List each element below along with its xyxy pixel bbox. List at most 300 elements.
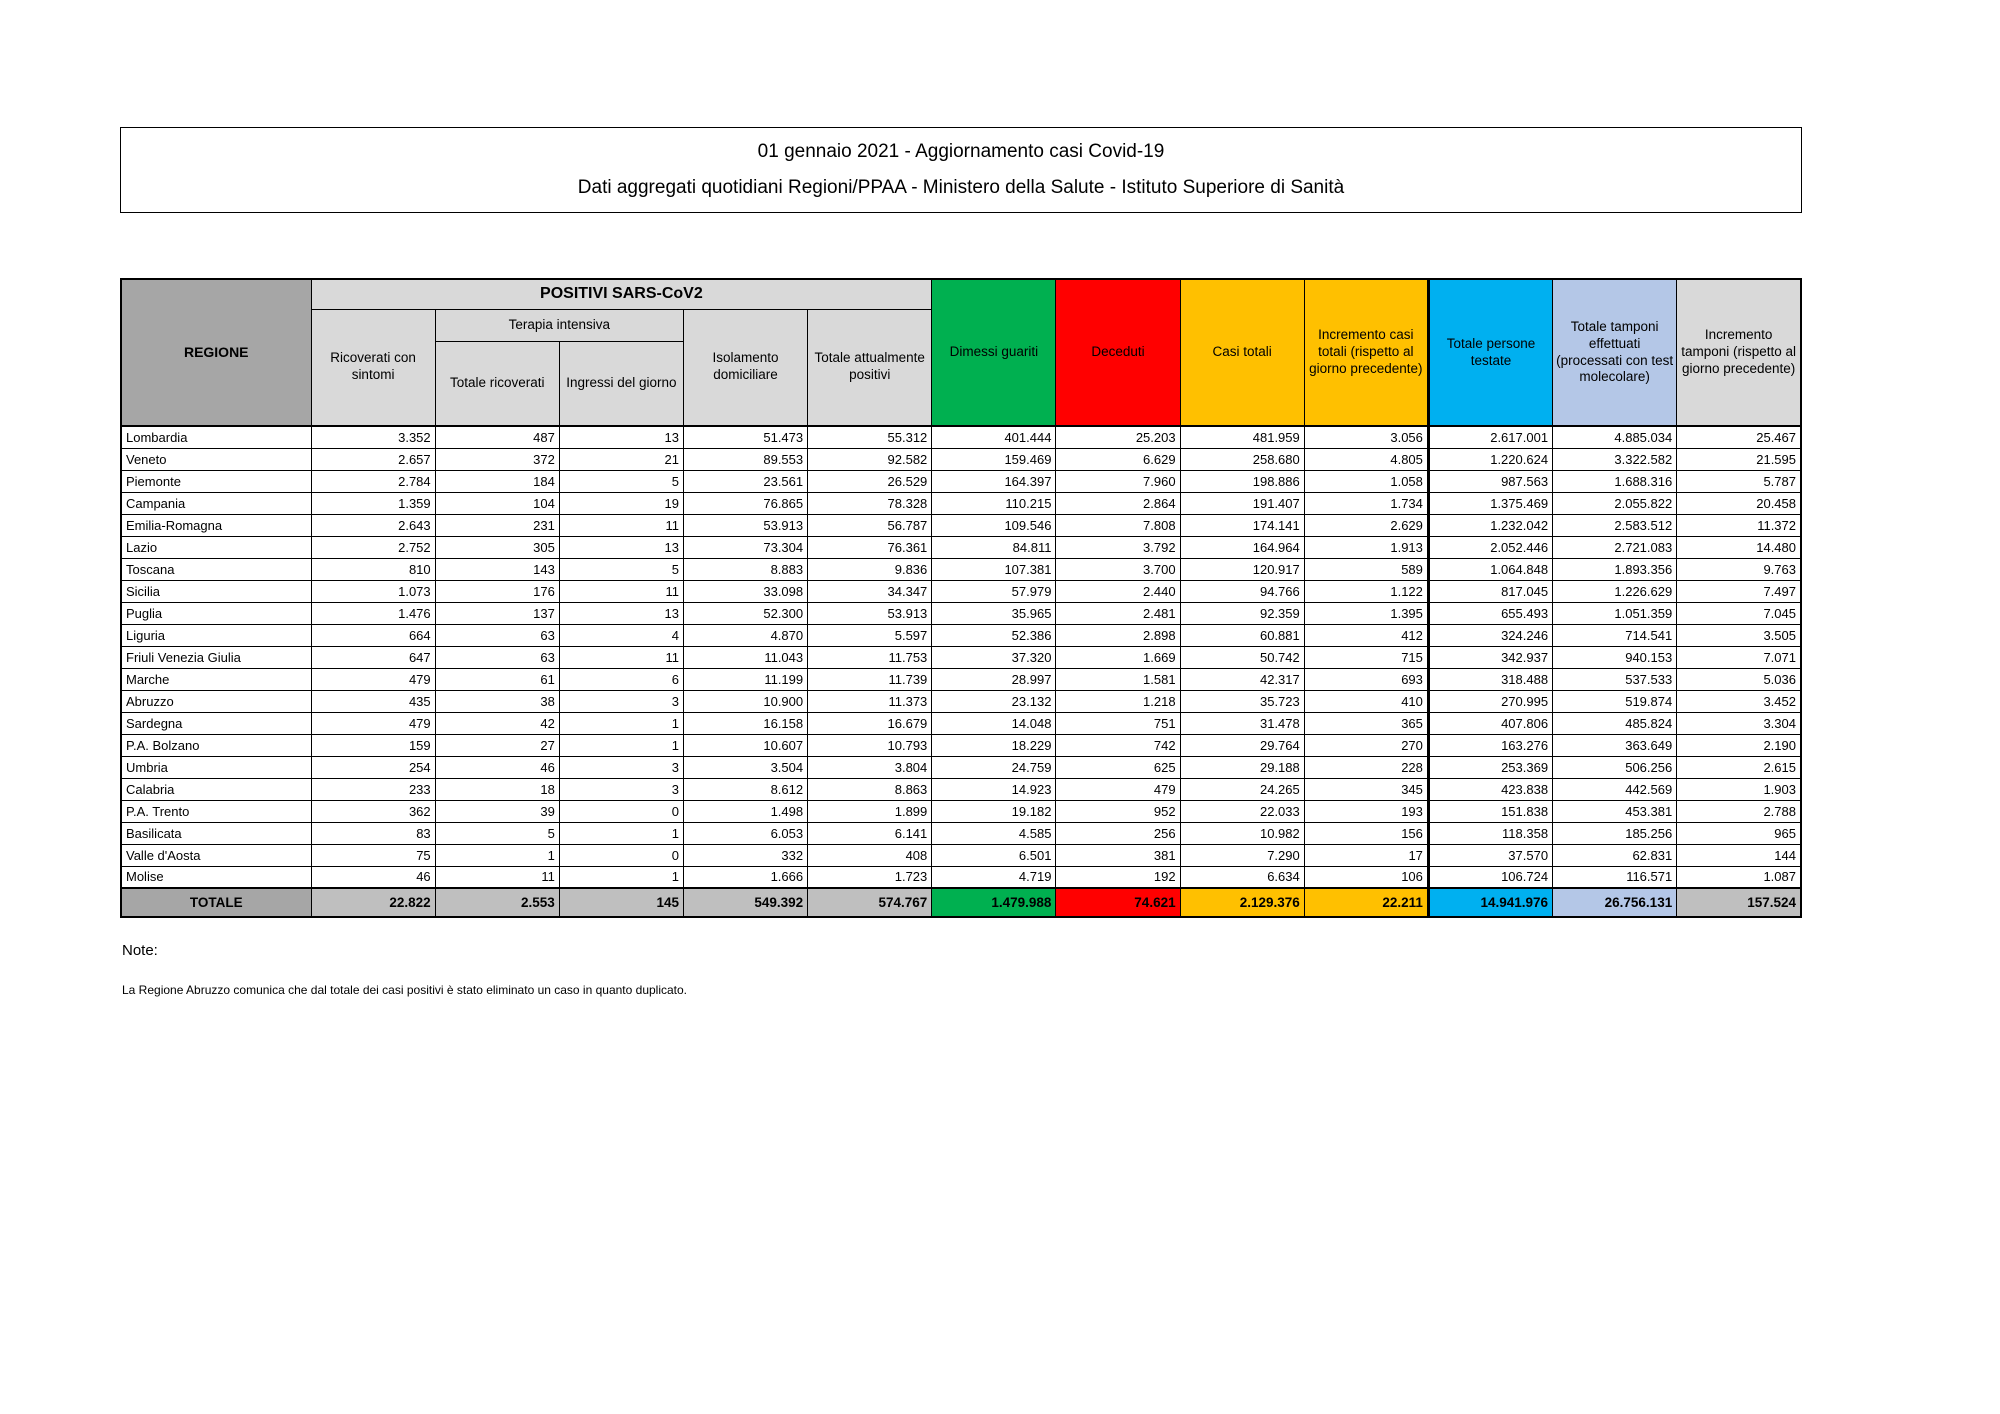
value-cell: 487 [435,426,559,448]
value-cell: 270 [1304,734,1428,756]
value-cell: 479 [1056,778,1180,800]
total-value-cell: 22.822 [311,888,435,917]
value-cell: 485.824 [1553,712,1677,734]
table-row [121,712,1801,734]
value-cell: 1.226.629 [1553,580,1677,602]
value-cell: 2.583.512 [1553,514,1677,536]
column-header-ricoverati-con-sintomi: Ricoverati con sintomi [311,309,435,426]
value-cell: 817.045 [1428,580,1552,602]
value-cell: 1.893.356 [1553,558,1677,580]
value-cell: 11.372 [1677,514,1801,536]
value-cell: 89.553 [683,448,807,470]
value-cell: 6.634 [1180,866,1304,888]
value-cell: 73.304 [683,536,807,558]
value-cell: 11.753 [808,646,932,668]
column-header-regione: REGIONE [121,279,311,426]
notes-title: Note: [122,942,158,959]
region-name: Toscana [121,558,311,580]
value-cell: 7.497 [1677,580,1801,602]
value-cell: 2.788 [1677,800,1801,822]
value-cell: 6.053 [683,822,807,844]
value-cell: 3 [559,778,683,800]
value-cell: 7.960 [1056,470,1180,492]
value-cell: 647 [311,646,435,668]
value-cell: 11.043 [683,646,807,668]
value-cell: 2.721.083 [1553,536,1677,558]
value-cell: 21.595 [1677,448,1801,470]
value-cell: 11.739 [808,668,932,690]
table-row [121,800,1801,822]
value-cell: 3.505 [1677,624,1801,646]
value-cell: 1.220.624 [1428,448,1552,470]
value-cell: 9.763 [1677,558,1801,580]
value-cell: 164.397 [932,470,1056,492]
value-cell: 481.959 [1180,426,1304,448]
value-cell: 7.808 [1056,514,1180,536]
value-cell: 537.533 [1553,668,1677,690]
value-cell: 1 [559,822,683,844]
value-cell: 19 [559,492,683,514]
value-cell: 318.488 [1428,668,1552,690]
value-cell: 11.199 [683,668,807,690]
value-cell: 233 [311,778,435,800]
value-cell: 8.883 [683,558,807,580]
value-cell: 33.098 [683,580,807,602]
value-cell: 16.158 [683,712,807,734]
value-cell: 75 [311,844,435,866]
value-cell: 479 [311,712,435,734]
total-value-cell: 2.129.376 [1180,888,1304,917]
value-cell: 1.913 [1304,536,1428,558]
total-value-cell: 145 [559,888,683,917]
region-name: Friuli Venezia Giulia [121,646,311,668]
table-row [121,580,1801,602]
value-cell: 55.312 [808,426,932,448]
value-cell: 5 [435,822,559,844]
value-cell: 3.452 [1677,690,1801,712]
value-cell: 3.056 [1304,426,1428,448]
region-name: Basilicata [121,822,311,844]
report-title: 01 gennaio 2021 - Aggiornamento casi Covid-19 [757,141,1165,163]
value-cell: 164.964 [1180,536,1304,558]
table-footer [121,888,1801,917]
value-cell: 106 [1304,866,1428,888]
value-cell: 13 [559,426,683,448]
group-header-terapia-intensiva: Terapia intensiva [435,309,683,341]
value-cell: 193 [1304,800,1428,822]
column-header-totale-tamponi: Totale tamponi effettuati (processati con test molecolare) [1553,279,1677,426]
value-cell: 5 [559,558,683,580]
value-cell: 1.122 [1304,580,1428,602]
value-cell: 1.476 [311,602,435,624]
value-cell: 13 [559,536,683,558]
value-cell: 1.087 [1677,866,1801,888]
table-row [121,844,1801,866]
region-name: Emilia-Romagna [121,514,311,536]
value-cell: 38 [435,690,559,712]
value-cell: 0 [559,844,683,866]
value-cell: 1.073 [311,580,435,602]
value-cell: 1.669 [1056,646,1180,668]
value-cell: 92.582 [808,448,932,470]
value-cell: 1.734 [1304,492,1428,514]
table-row [121,866,1801,888]
value-cell: 174.141 [1180,514,1304,536]
value-cell: 3.700 [1056,558,1180,580]
region-name: Calabria [121,778,311,800]
value-cell: 5 [559,470,683,492]
table-body [121,426,1801,888]
value-cell: 2.752 [311,536,435,558]
value-cell: 2.615 [1677,756,1801,778]
value-cell: 24.265 [1180,778,1304,800]
value-cell: 11 [559,646,683,668]
covid-data-table [120,278,1802,918]
value-cell: 198.886 [1180,470,1304,492]
value-cell: 3 [559,756,683,778]
value-cell: 256 [1056,822,1180,844]
value-cell: 1.723 [808,866,932,888]
total-value-cell: 26.756.131 [1553,888,1677,917]
value-cell: 92.359 [1180,602,1304,624]
value-cell: 1.064.848 [1428,558,1552,580]
value-cell: 2.440 [1056,580,1180,602]
value-cell: 52.386 [932,624,1056,646]
value-cell: 2.657 [311,448,435,470]
value-cell: 3.792 [1056,536,1180,558]
value-cell: 143 [435,558,559,580]
value-cell: 118.358 [1428,822,1552,844]
value-cell: 965 [1677,822,1801,844]
value-cell: 18 [435,778,559,800]
value-cell: 410 [1304,690,1428,712]
value-cell: 5.036 [1677,668,1801,690]
value-cell: 4.719 [932,866,1056,888]
column-header-totale-ricoverati: Totale ricoverati [435,341,559,426]
value-cell: 42.317 [1180,668,1304,690]
value-cell: 20.458 [1677,492,1801,514]
value-cell: 29.764 [1180,734,1304,756]
value-cell: 107.381 [932,558,1056,580]
region-name: Marche [121,668,311,690]
value-cell: 987.563 [1428,470,1552,492]
value-cell: 13 [559,602,683,624]
value-cell: 715 [1304,646,1428,668]
title-box [120,127,1802,213]
value-cell: 76.865 [683,492,807,514]
value-cell: 37.320 [932,646,1056,668]
value-cell: 365 [1304,712,1428,734]
value-cell: 1.903 [1677,778,1801,800]
value-cell: 305 [435,536,559,558]
value-cell: 63 [435,624,559,646]
value-cell: 2.055.822 [1553,492,1677,514]
table-row [121,734,1801,756]
value-cell: 1.899 [808,800,932,822]
total-value-cell: 1.479.988 [932,888,1056,917]
value-cell: 372 [435,448,559,470]
value-cell: 56.787 [808,514,932,536]
value-cell: 362 [311,800,435,822]
value-cell: 2.052.446 [1428,536,1552,558]
table-row [121,668,1801,690]
table-row [121,536,1801,558]
value-cell: 3.504 [683,756,807,778]
value-cell: 1.218 [1056,690,1180,712]
column-header-totale-attualmente-positivi: Totale attualmente positivi [808,309,932,426]
value-cell: 14.048 [932,712,1056,734]
value-cell: 1.058 [1304,470,1428,492]
value-cell: 1.232.042 [1428,514,1552,536]
table-row [121,690,1801,712]
table-row [121,470,1801,492]
notes-body: La Regione Abruzzo comunica che dal totale dei casi positivi è stato eliminato un caso in quanto duplicato. [122,983,688,997]
value-cell: 116.571 [1553,866,1677,888]
region-name: Molise [121,866,311,888]
value-cell: 2.898 [1056,624,1180,646]
value-cell: 50.742 [1180,646,1304,668]
value-cell: 2.190 [1677,734,1801,756]
value-cell: 23.561 [683,470,807,492]
column-header-totale-persone-testate: Totale persone testate [1428,279,1552,426]
value-cell: 519.874 [1553,690,1677,712]
region-name: P.A. Bolzano [121,734,311,756]
notes-section [122,942,687,997]
value-cell: 412 [1304,624,1428,646]
value-cell: 10.793 [808,734,932,756]
value-cell: 2.864 [1056,492,1180,514]
table-row [121,514,1801,536]
value-cell: 589 [1304,558,1428,580]
value-cell: 363.649 [1553,734,1677,756]
value-cell: 191.407 [1180,492,1304,514]
value-cell: 35.965 [932,602,1056,624]
value-cell: 4 [559,624,683,646]
value-cell: 22.033 [1180,800,1304,822]
total-value-cell: 2.553 [435,888,559,917]
value-cell: 137 [435,602,559,624]
value-cell: 952 [1056,800,1180,822]
value-cell: 23.132 [932,690,1056,712]
value-cell: 11 [435,866,559,888]
column-header-casi-totali: Casi totali [1180,279,1304,426]
table-row [121,558,1801,580]
value-cell: 24.759 [932,756,1056,778]
column-header-ingressi-del-giorno: Ingressi del giorno [559,341,683,426]
value-cell: 62.831 [1553,844,1677,866]
value-cell: 94.766 [1180,580,1304,602]
value-cell: 6.501 [932,844,1056,866]
value-cell: 11.373 [808,690,932,712]
value-cell: 10.982 [1180,822,1304,844]
value-cell: 3.304 [1677,712,1801,734]
value-cell: 332 [683,844,807,866]
report-subtitle: Dati aggregati quotidiani Regioni/PPAA - Ministero della Salute - Istituto Superiore di Sanità [577,176,1345,198]
total-value-cell: 574.767 [808,888,932,917]
value-cell: 324.246 [1428,624,1552,646]
column-header-incremento-casi-totali: Incremento casi totali (rispetto al giorno precedente) [1304,279,1428,426]
value-cell: 940.153 [1553,646,1677,668]
value-cell: 4.885.034 [1553,426,1677,448]
value-cell: 342.937 [1428,646,1552,668]
table-row [121,624,1801,646]
value-cell: 8.612 [683,778,807,800]
table-row [121,778,1801,800]
value-cell: 5.787 [1677,470,1801,492]
value-cell: 254 [311,756,435,778]
value-cell: 1.666 [683,866,807,888]
value-cell: 53.913 [808,602,932,624]
value-cell: 345 [1304,778,1428,800]
value-cell: 106.724 [1428,866,1552,888]
value-cell: 35.723 [1180,690,1304,712]
value-cell: 176 [435,580,559,602]
region-name: P.A. Trento [121,800,311,822]
value-cell: 34.347 [808,580,932,602]
value-cell: 408 [808,844,932,866]
region-name: Lombardia [121,426,311,448]
value-cell: 144 [1677,844,1801,866]
value-cell: 7.071 [1677,646,1801,668]
value-cell: 8.863 [808,778,932,800]
value-cell: 2.784 [311,470,435,492]
value-cell: 185.256 [1553,822,1677,844]
table-row [121,822,1801,844]
region-name: Lazio [121,536,311,558]
value-cell: 1.375.469 [1428,492,1552,514]
value-cell: 381 [1056,844,1180,866]
value-cell: 159 [311,734,435,756]
value-cell: 4.805 [1304,448,1428,470]
value-cell: 4.585 [932,822,1056,844]
value-cell: 751 [1056,712,1180,734]
region-name: Valle d'Aosta [121,844,311,866]
value-cell: 163.276 [1428,734,1552,756]
value-cell: 37.570 [1428,844,1552,866]
value-cell: 26.529 [808,470,932,492]
value-cell: 401.444 [932,426,1056,448]
value-cell: 423.838 [1428,778,1552,800]
value-cell: 46 [435,756,559,778]
total-value-cell: 22.211 [1304,888,1428,917]
value-cell: 2.617.001 [1428,426,1552,448]
value-cell: 3.352 [311,426,435,448]
table-row [121,602,1801,624]
value-cell: 228 [1304,756,1428,778]
value-cell: 2.629 [1304,514,1428,536]
value-cell: 10.607 [683,734,807,756]
value-cell: 407.806 [1428,712,1552,734]
value-cell: 52.300 [683,602,807,624]
value-cell: 156 [1304,822,1428,844]
value-cell: 21 [559,448,683,470]
value-cell: 17 [1304,844,1428,866]
value-cell: 11 [559,514,683,536]
total-value-cell: 549.392 [683,888,807,917]
region-name: Piemonte [121,470,311,492]
total-value-cell: 14.941.976 [1428,888,1552,917]
table-row [121,426,1801,448]
column-header-incremento-tamponi: Incremento tamponi (rispetto al giorno precedente) [1677,279,1801,426]
value-cell: 1 [435,844,559,866]
value-cell: 28.997 [932,668,1056,690]
group-header-positivi-sars-cov2: POSITIVI SARS-CoV2 [311,279,932,309]
total-row [121,888,1801,917]
value-cell: 10.900 [683,690,807,712]
value-cell: 4.870 [683,624,807,646]
table-row [121,448,1801,470]
value-cell: 506.256 [1553,756,1677,778]
total-value-cell: 157.524 [1677,888,1801,917]
value-cell: 110.215 [932,492,1056,514]
value-cell: 479 [311,668,435,690]
value-cell: 1.688.316 [1553,470,1677,492]
table-row [121,492,1801,514]
value-cell: 46 [311,866,435,888]
value-cell: 159.469 [932,448,1056,470]
value-cell: 151.838 [1428,800,1552,822]
value-cell: 5.597 [808,624,932,646]
value-cell: 625 [1056,756,1180,778]
table-row [121,756,1801,778]
value-cell: 442.569 [1553,778,1677,800]
value-cell: 270.995 [1428,690,1552,712]
column-header-dimessi-guariti: Dimessi guariti [932,279,1056,426]
total-value-cell: 74.621 [1056,888,1180,917]
value-cell: 63 [435,646,559,668]
value-cell: 3 [559,690,683,712]
value-cell: 258.680 [1180,448,1304,470]
value-cell: 31.478 [1180,712,1304,734]
value-cell: 120.917 [1180,558,1304,580]
value-cell: 1.581 [1056,668,1180,690]
value-cell: 1.395 [1304,602,1428,624]
value-cell: 14.923 [932,778,1056,800]
value-cell: 84.811 [932,536,1056,558]
value-cell: 1.051.359 [1553,602,1677,624]
value-cell: 83 [311,822,435,844]
value-cell: 25.203 [1056,426,1180,448]
region-name: Puglia [121,602,311,624]
value-cell: 742 [1056,734,1180,756]
value-cell: 2.643 [311,514,435,536]
value-cell: 810 [311,558,435,580]
value-cell: 78.328 [808,492,932,514]
value-cell: 664 [311,624,435,646]
value-cell: 3.804 [808,756,932,778]
value-cell: 253.369 [1428,756,1552,778]
value-cell: 6.141 [808,822,932,844]
value-cell: 3.322.582 [1553,448,1677,470]
value-cell: 14.480 [1677,536,1801,558]
value-cell: 19.182 [932,800,1056,822]
table-row [121,646,1801,668]
value-cell: 1 [559,712,683,734]
value-cell: 51.473 [683,426,807,448]
value-cell: 6 [559,668,683,690]
value-cell: 42 [435,712,559,734]
value-cell: 60.881 [1180,624,1304,646]
value-cell: 25.467 [1677,426,1801,448]
value-cell: 29.188 [1180,756,1304,778]
value-cell: 453.381 [1553,800,1677,822]
region-name: Sicilia [121,580,311,602]
value-cell: 0 [559,800,683,822]
value-cell: 7.290 [1180,844,1304,866]
value-cell: 192 [1056,866,1180,888]
value-cell: 693 [1304,668,1428,690]
region-name: Campania [121,492,311,514]
